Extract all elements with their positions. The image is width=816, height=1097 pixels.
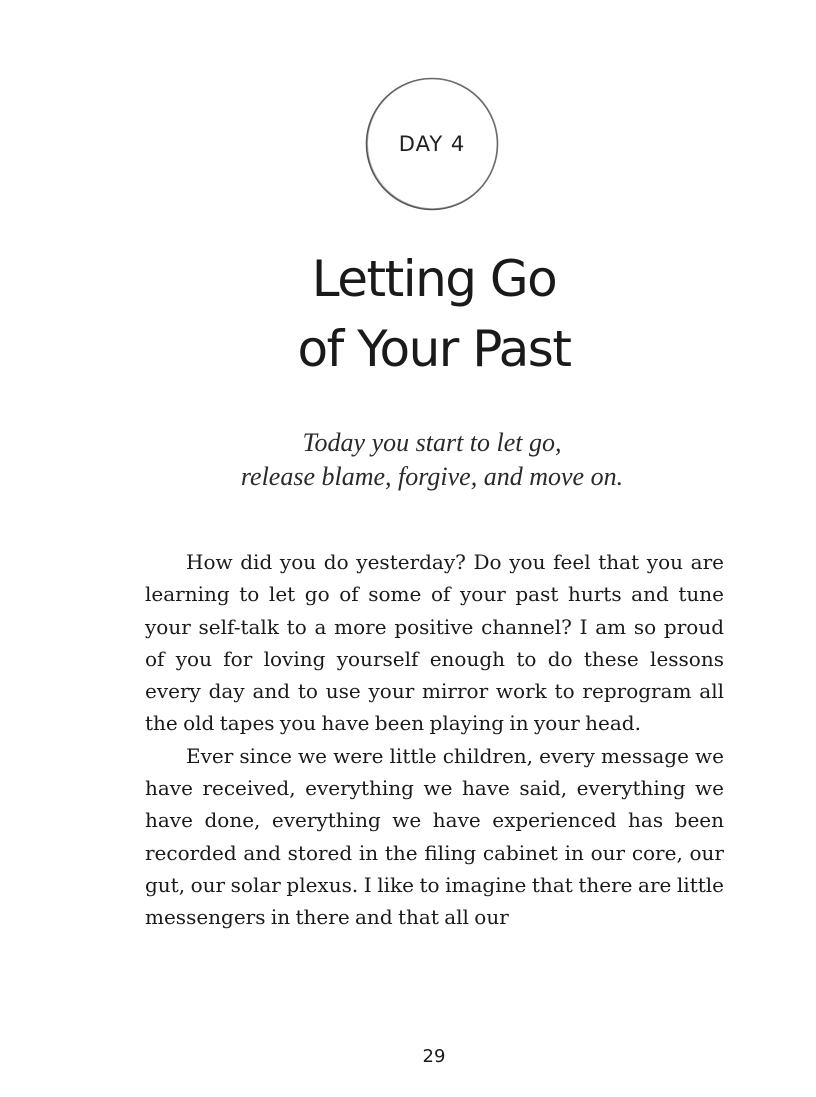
body-paragraph: How did you do yesterday? Do you feel that you are learning to let go of some of your past hurts and tune your self-talk to a more positive channel? I am so proud of you for loving yourself enough to do these lessons every day and to use your mirror work to reprogram all the old tapes you have been playing in your head. [145,550,724,736]
day-badge [364,76,500,212]
chapter-title-line-1: Letting Go [311,250,557,308]
chapter-subtitle-line-2: release blame, forgive, and move on. [240,462,624,491]
body-text [145,546,724,934]
page-number: 29 [422,1046,446,1067]
chapter-title-line-2: of Your Past [297,320,571,378]
day-label: DAY 4 [398,132,466,156]
chapter-subtitle-line-1: Today you start to let go, [302,428,562,457]
body-paragraph: Ever since we were little children, every message we have received, everything we have said, everything we have done, everything we have experienced has been recorded and stored in the filing cabinet in our core, our gut, our solar plexus. I like to imagine that there are little messengers in there and that all our [145,743,724,930]
